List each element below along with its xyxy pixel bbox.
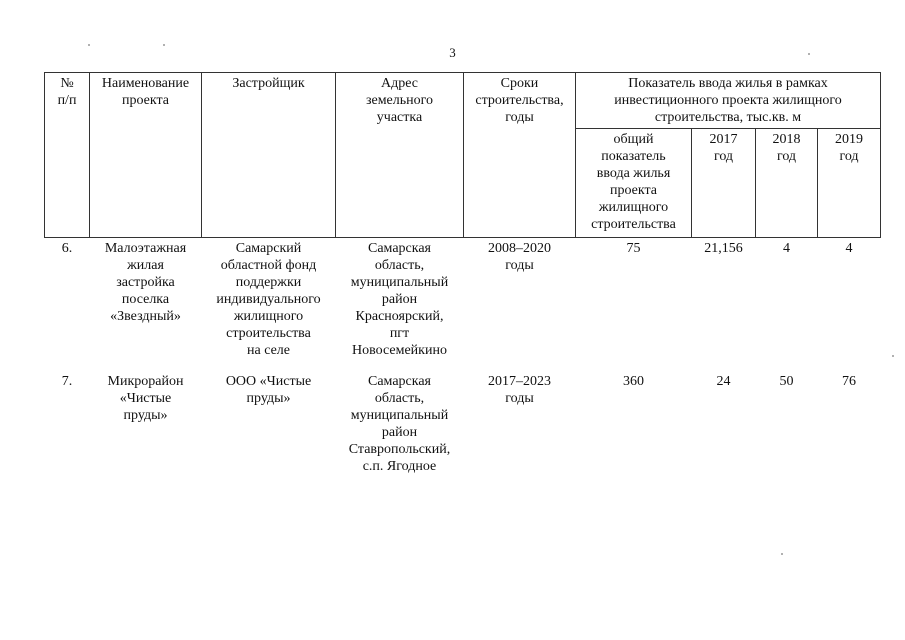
header-housing-indicator: Показатель ввода жилья в рамках инвестиционного проекта жилищного строительства, тыс.кв. м [576, 73, 881, 129]
cell-land-address: Самарская область, муниципальный район Красноярский, пгт Новосемейкино [350, 241, 449, 358]
cell-developer: Самарский областной фонд поддержки индивидуального жилищного строительства на селе [216, 241, 321, 358]
cell-total-indicator: 360 [623, 374, 644, 389]
table-row [45, 238, 881, 372]
header-project-name: Наименование проекта [90, 73, 202, 238]
page-number: 3 [449, 45, 456, 60]
header-developer: Застройщик [202, 73, 336, 238]
cell-year-2018: 4 [783, 241, 790, 256]
header-total-indicator: общий показатель ввода жилья проекта жилищного строительства [576, 129, 692, 238]
cell-project-name: Микрорайон «Чистые пруды» [107, 374, 184, 423]
table-header-row [45, 73, 881, 129]
cell-year-2017: 21,156 [704, 241, 743, 256]
table-row [45, 371, 881, 476]
scan-speck [808, 53, 810, 55]
header-year-2019: 2019 год [818, 129, 881, 238]
header-land-address: Адрес земельного участка [336, 73, 464, 238]
cell-developer: ООО «Чистые пруды» [225, 374, 312, 406]
scan-speck [163, 44, 165, 46]
cell-year-2019: 76 [842, 374, 856, 389]
cell-year-2017: 24 [716, 374, 731, 389]
cell-year-2018: 50 [779, 374, 794, 389]
scan-speck [781, 553, 783, 555]
cell-construction-terms: 2008–2020 годы [488, 241, 551, 273]
header-construction-terms: Сроки строительства, годы [464, 73, 576, 238]
header-number: № п/п [45, 73, 90, 238]
cell-land-address: Самарская область, муниципальный район Ставропольский, с.п. Ягодное [348, 374, 451, 474]
header-year-2018: 2018 год [756, 129, 818, 238]
cell-project-name: Малоэтажная жилая застройка поселка «Звездный» [104, 241, 187, 324]
cell-total-indicator: 75 [626, 241, 641, 256]
cell-number: 6. [61, 241, 73, 256]
scan-speck [88, 44, 90, 46]
investment-projects-table [44, 72, 881, 476]
cell-number: 7. [61, 374, 73, 389]
cell-construction-terms: 2017–2023 годы [488, 374, 551, 406]
header-year-2017: 2017 год [692, 129, 756, 238]
cell-year-2019: 4 [845, 241, 853, 256]
scan-speck [892, 355, 894, 357]
